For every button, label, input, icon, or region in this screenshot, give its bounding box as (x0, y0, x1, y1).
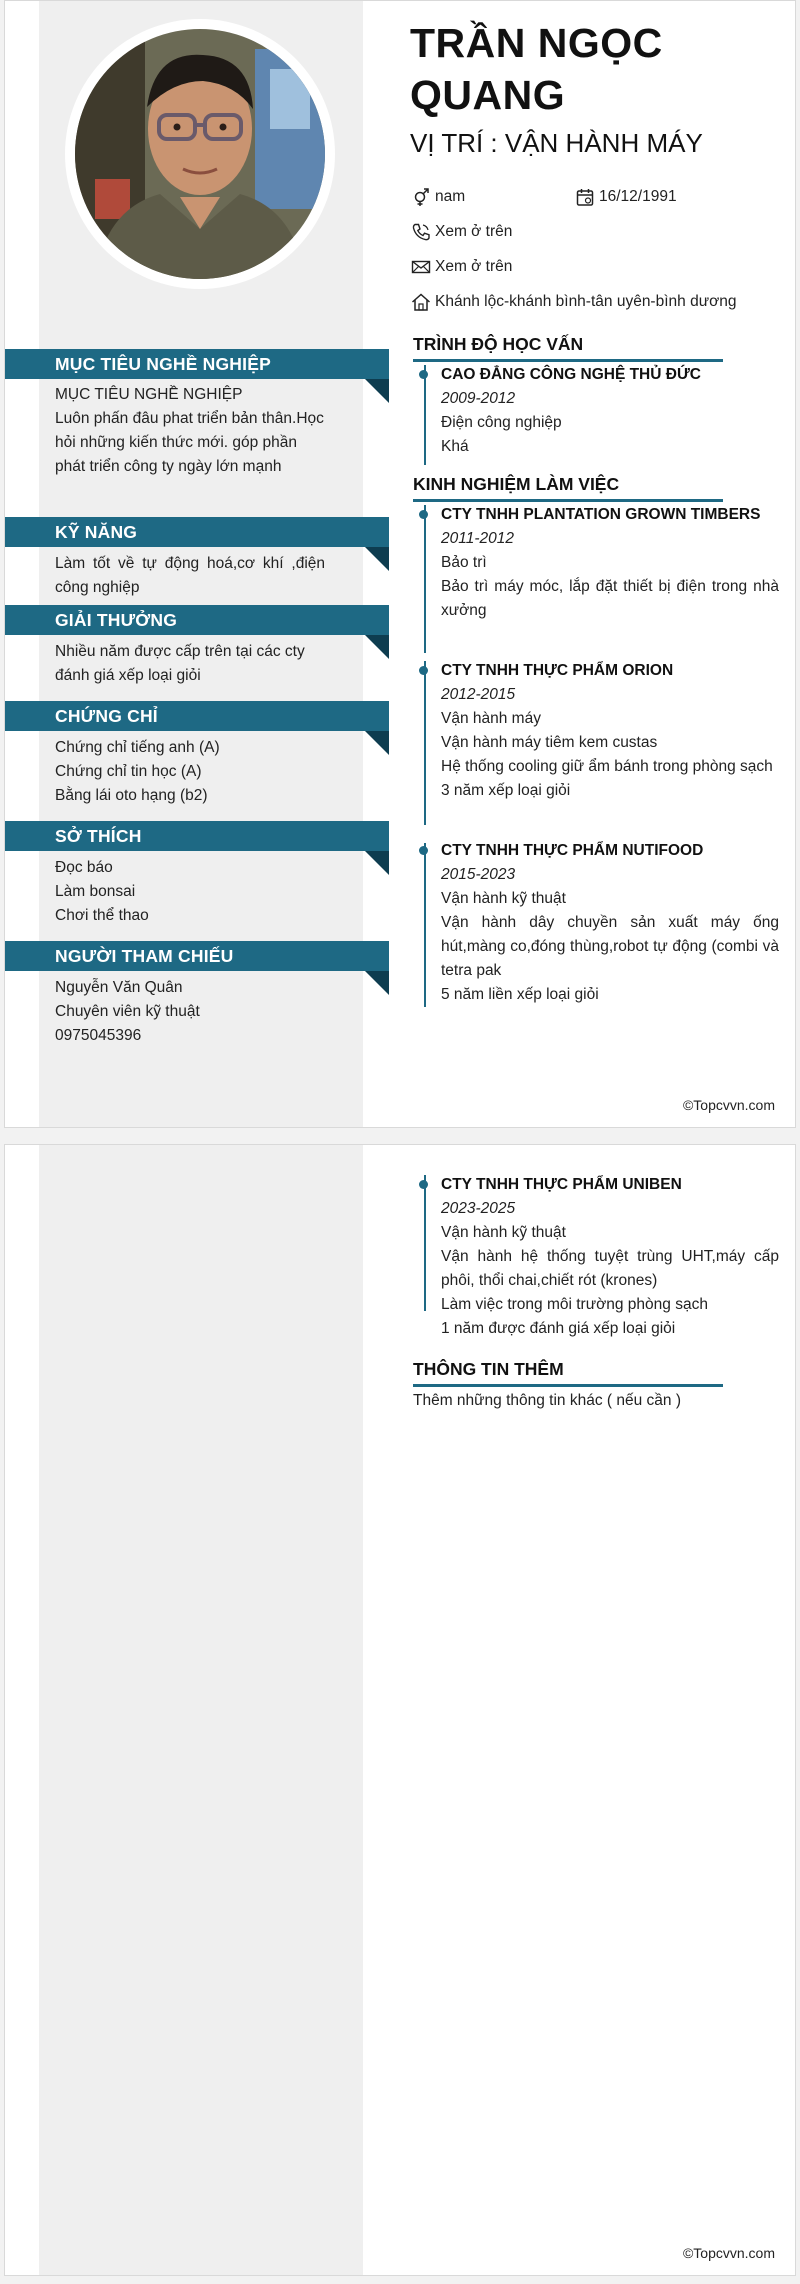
education-grade: Khá (441, 438, 469, 455)
timeline-line (424, 365, 426, 465)
cv-page-1 (4, 0, 796, 1128)
awards-title-text: GIẢI THƯỞNG (55, 610, 178, 630)
timeline-dot (419, 666, 428, 675)
timeline-line (424, 843, 426, 1007)
phone-info (411, 221, 512, 243)
school-name: CAO ĐẲNG CÔNG NGHỆ THỦ ĐỨC (441, 366, 701, 383)
envelope-icon (411, 257, 431, 277)
candidate-name: TRẦN NGỌC QUANG (410, 20, 663, 118)
phone-value[interactable]: Xem ở trên (435, 223, 513, 240)
skills-title-text: KỸ NĂNG (55, 522, 138, 542)
footer-brand[interactable]: ©Topcvvn.com (682, 1097, 775, 1113)
email-info (411, 256, 512, 278)
objective-title-text: MỤC TIÊU NGHỀ NGHIỆP (55, 354, 271, 374)
ribbon-fold (365, 547, 389, 571)
job-line: Vận hành kỹ thuật (441, 890, 566, 907)
job-line: Vận hành kỹ thuật (441, 1224, 566, 1241)
hobbies-title (5, 821, 389, 851)
extra-info-title: THÔNG TIN THÊM (413, 1357, 723, 1387)
objective-text: Luôn phấn đâu phat triển bản thân.Học hỏi những kiến thức mới. góp phần phát triển công ty ngày lớn mạnh (55, 410, 324, 475)
education-major: Điện công nghiệp (441, 414, 562, 431)
sidebar-background (39, 1145, 363, 2275)
experience-entry (441, 503, 779, 623)
job-line: Làm việc trong môi trường phòng sạch (441, 1296, 708, 1313)
birthdate-info (575, 186, 677, 208)
company-name: CTY TNHH THỰC PHẨM ORION (441, 662, 674, 679)
job-line: 5 năm liền xếp loại giỏi (441, 986, 599, 1003)
extra-info-text: Thêm những thông tin khác ( nếu cần ) (413, 1392, 682, 1409)
cv-page-2 (4, 1144, 796, 2276)
job-line: Vận hành máy tiêm kem custas (441, 734, 658, 751)
ribbon-fold (365, 971, 389, 995)
gender-info (411, 186, 465, 208)
address-value: Khánh lộc-khánh bình-tân uyên-bình dương (435, 293, 737, 310)
ribbon-fold (365, 635, 389, 659)
skills-title (5, 517, 389, 547)
reference-title: Chuyên viên kỹ thuật (55, 1003, 200, 1020)
list-item: Làm bonsai (55, 883, 136, 900)
job-period: 2012-2015 (441, 686, 516, 703)
job-line: Vận hành hệ thống tuyệt trùng UHT,máy cấp phôi, thổi chai,chiết rót (krones) (441, 1248, 779, 1289)
certificates-title (5, 701, 389, 731)
awards-section (5, 605, 389, 688)
hobbies-title-text: SỞ THÍCH (55, 826, 142, 846)
experience-entry (441, 839, 779, 1007)
list-item: Đọc báo (55, 859, 113, 876)
hobbies-body (5, 851, 325, 928)
objective-title (5, 349, 389, 379)
certificates-section (5, 701, 389, 808)
company-name: CTY TNHH THỰC PHẨM UNIBEN (441, 1176, 682, 1193)
list-item: Chứng chỉ tin học (A) (55, 763, 202, 780)
awards-title (5, 605, 389, 635)
timeline-line (424, 661, 426, 825)
certificates-title-text: CHỨNG CHỈ (55, 706, 158, 726)
objective-heading: MỤC TIÊU NGHỀ NGHIỆP (55, 386, 243, 403)
job-line: Vận hành dây chuyền sản xuất máy ống hút,màng co,đóng thùng,robot tự động (combi và tetra pak (441, 914, 779, 979)
calendar-icon (575, 187, 595, 207)
job-line: Bảo trì máy móc, lắp đặt thiết bị điện trong nhà xưởng (441, 578, 779, 619)
awards-text: Nhiều năm được cấp trên tại các cty đánh giá xếp loại giỏi (55, 643, 305, 684)
experience-entry (441, 659, 779, 803)
skills-section (5, 517, 389, 600)
company-name: CTY TNHH THỰC PHẨM NUTIFOOD (441, 842, 704, 859)
job-line: 1 năm được đánh giá xếp loại giỏi (441, 1320, 676, 1337)
experience-title: KINH NGHIỆM LÀM VIỆC (413, 472, 723, 502)
candidate-position: VỊ TRÍ : VẬN HÀNH MÁY (410, 128, 703, 158)
birthdate-value: 16/12/1991 (599, 188, 677, 205)
reference-phone: 0975045396 (55, 1027, 142, 1044)
gender-icon (411, 187, 431, 207)
avatar (75, 29, 325, 279)
ribbon-fold (365, 731, 389, 755)
address-info (411, 291, 736, 313)
timeline-dot (419, 370, 428, 379)
gender-value: nam (435, 188, 466, 205)
certificates-body (5, 731, 325, 808)
timeline-line (424, 505, 426, 653)
company-name: CTY TNHH PLANTATION GROWN TIMBERS (441, 506, 761, 523)
reference-name: Nguyễn Văn Quân (55, 979, 183, 996)
job-period: 2011-2012 (441, 530, 514, 547)
job-line: 3 năm xếp loại giỏi (441, 782, 571, 799)
skills-body (5, 547, 325, 600)
email-value[interactable]: Xem ở trên (435, 258, 513, 275)
list-item: Bằng lái oto hạng (b2) (55, 787, 208, 804)
job-period: 2023-2025 (441, 1200, 516, 1217)
timeline-line (424, 1175, 426, 1311)
references-body (5, 971, 325, 1048)
job-line: Bảo trì (441, 554, 487, 571)
list-item: Chơi thể thao (55, 907, 149, 924)
education-title: TRÌNH ĐỘ HỌC VẤN (413, 332, 723, 362)
ribbon-fold (365, 851, 389, 875)
education-period: 2009-2012 (441, 390, 516, 407)
job-line: Hệ thống cooling giữ ẩm bánh trong phòng sạch (441, 758, 773, 775)
phone-icon (411, 222, 431, 242)
references-section (5, 941, 389, 1048)
footer-brand[interactable]: ©Topcvvn.com (682, 2245, 775, 2261)
awards-body (5, 635, 325, 688)
job-line: Vận hành máy (441, 710, 541, 727)
list-item: Chứng chỉ tiếng anh (A) (55, 739, 220, 756)
references-title-text: NGƯỜI THAM CHIẾU (55, 946, 234, 966)
skills-text: Làm tốt về tự động hoá,cơ khí ,điện công nghiệp (55, 555, 325, 596)
ribbon-fold (365, 379, 389, 403)
experience-entry (441, 1173, 779, 1341)
references-title (5, 941, 389, 971)
timeline-dot (419, 1180, 428, 1189)
timeline-dot (419, 510, 428, 519)
objective-section (5, 349, 389, 479)
job-period: 2015-2023 (441, 866, 516, 883)
education-entry (441, 363, 779, 459)
home-icon (411, 292, 431, 312)
hobbies-section (5, 821, 389, 928)
objective-body (5, 379, 325, 479)
timeline-dot (419, 846, 428, 855)
